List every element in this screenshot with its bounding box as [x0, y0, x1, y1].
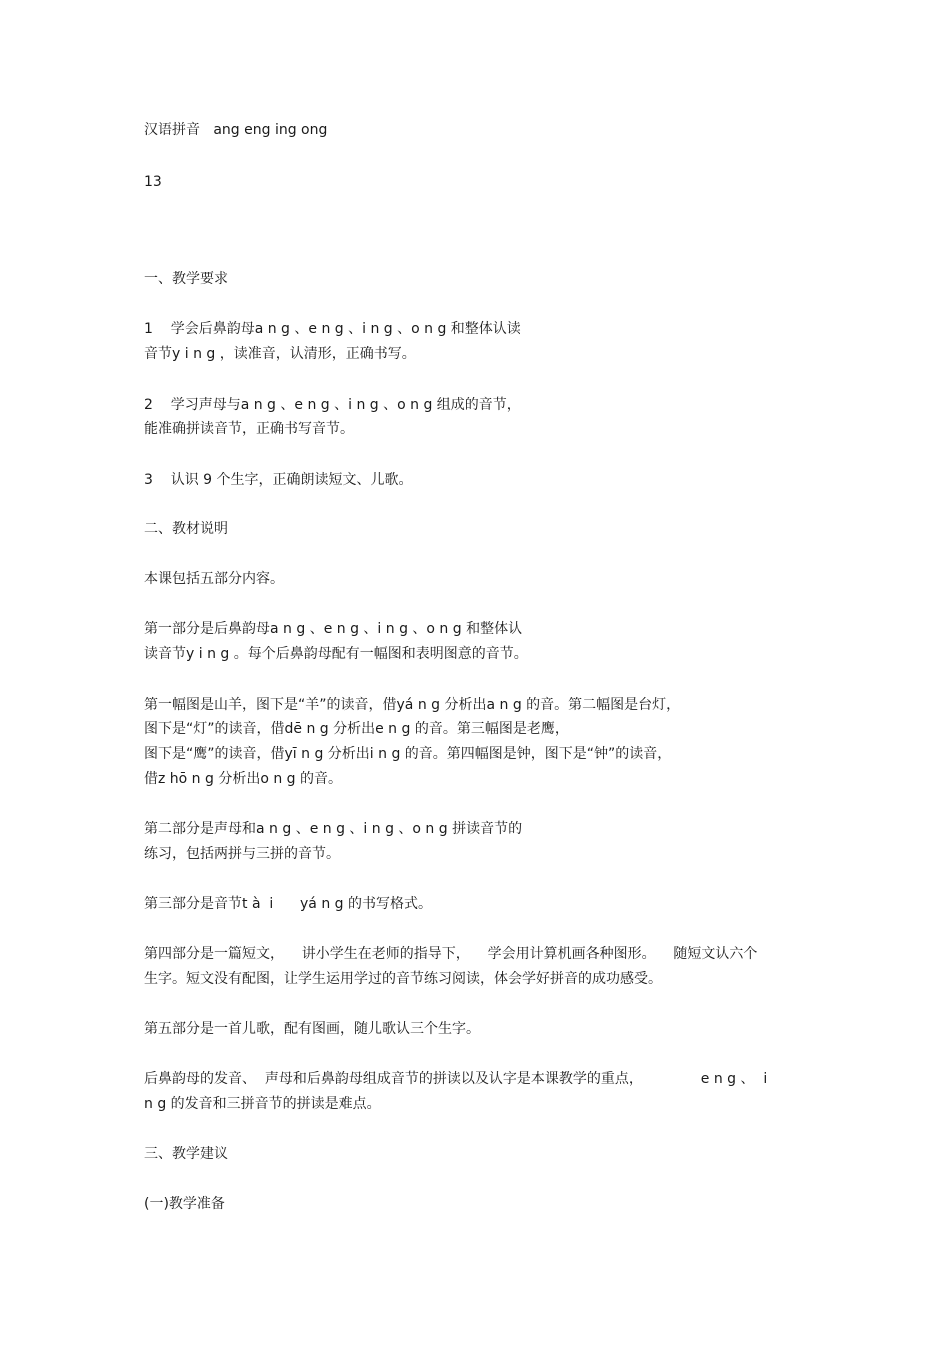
- subheading-teaching-preparation: (一)教学准备: [144, 1196, 225, 1212]
- lesson-title: 汉语拼音 ang eng ing ong: [144, 122, 328, 138]
- section-heading-teaching-suggestions: 三、教学建议: [144, 1146, 228, 1162]
- requirement-2-line-1: 2 学习声母与a n g 、e n g 、i n g 、o n g 组成的音节，: [144, 397, 521, 413]
- requirement-2-line-2: 能准确拼读音节，正确书写音节。: [144, 421, 354, 437]
- requirement-3: 3 认识 9 个生字，正确朗读短文、儿歌。: [144, 472, 413, 488]
- paragraph-part-4-line-2: 生字。短文没有配图，让学生运用学过的音节练习阅读，体会学好拼音的成功感受。: [144, 971, 662, 987]
- paragraph-pictures-line-3: 图下是“鹰”的读音，借yī n g 分析出i n g 的音。第四幅图是钟，图下是“钟”的读音，: [144, 746, 672, 762]
- requirement-1-line-2: 音节y i n g ，读准音，认清形，正确书写。: [144, 346, 416, 362]
- paragraph-part-3: 第三部分是音节t à i yá n g 的书写格式。: [144, 896, 432, 912]
- section-heading-teaching-requirements: 一、教学要求: [144, 271, 228, 287]
- paragraph-part-4-line-1: 第四部分是一篇短文， 讲小学生在老师的指导下， 学会用计算机画各种图形。 随短文认六个: [144, 946, 758, 962]
- paragraph-part-5: 第五部分是一首儿歌，配有图画，随儿歌认三个生字。: [144, 1021, 480, 1037]
- paragraph-part-1-line-1: 第一部分是后鼻韵母a n g 、e n g 、i n g 、o n g 和整体认: [144, 621, 523, 637]
- paragraph-key-points-line-2: n g 的发音和三拼音节的拼读是难点。: [144, 1096, 381, 1112]
- intro-paragraph: 本课包括五部分内容。: [144, 571, 284, 587]
- lesson-number: 13: [144, 174, 162, 190]
- requirement-1-line-1: 1 学会后鼻韵母a n g 、e n g 、i n g 、o n g 和整体认读: [144, 321, 521, 337]
- section-heading-material-description: 二、教材说明: [144, 521, 228, 537]
- paragraph-part-2-line-2: 练习，包括两拼与三拼的音节。: [144, 846, 340, 862]
- paragraph-pictures-line-1: 第一幅图是山羊，图下是“羊”的读音，借yá n g 分析出a n g 的音。第二幅图是台灯，: [144, 697, 681, 713]
- paragraph-part-1-line-2: 读音节y i n g 。每个后鼻韵母配有一幅图和表明图意的音节。: [144, 646, 528, 662]
- paragraph-pictures-line-4: 借z hō n g 分析出o n g 的音。: [144, 771, 343, 787]
- paragraph-key-points-line-1: 后鼻韵母的发音、 声母和后鼻韵母组成音节的拼读以及认字是本课教学的重点， e n g 、 i: [144, 1071, 768, 1087]
- paragraph-pictures-line-2: 图下是“灯”的读音，借dē n g 分析出e n g 的音。第三幅图是老鹰，: [144, 721, 569, 737]
- paragraph-part-2-line-1: 第二部分是声母和a n g 、e n g 、i n g 、o n g 拼读音节的: [144, 821, 523, 837]
